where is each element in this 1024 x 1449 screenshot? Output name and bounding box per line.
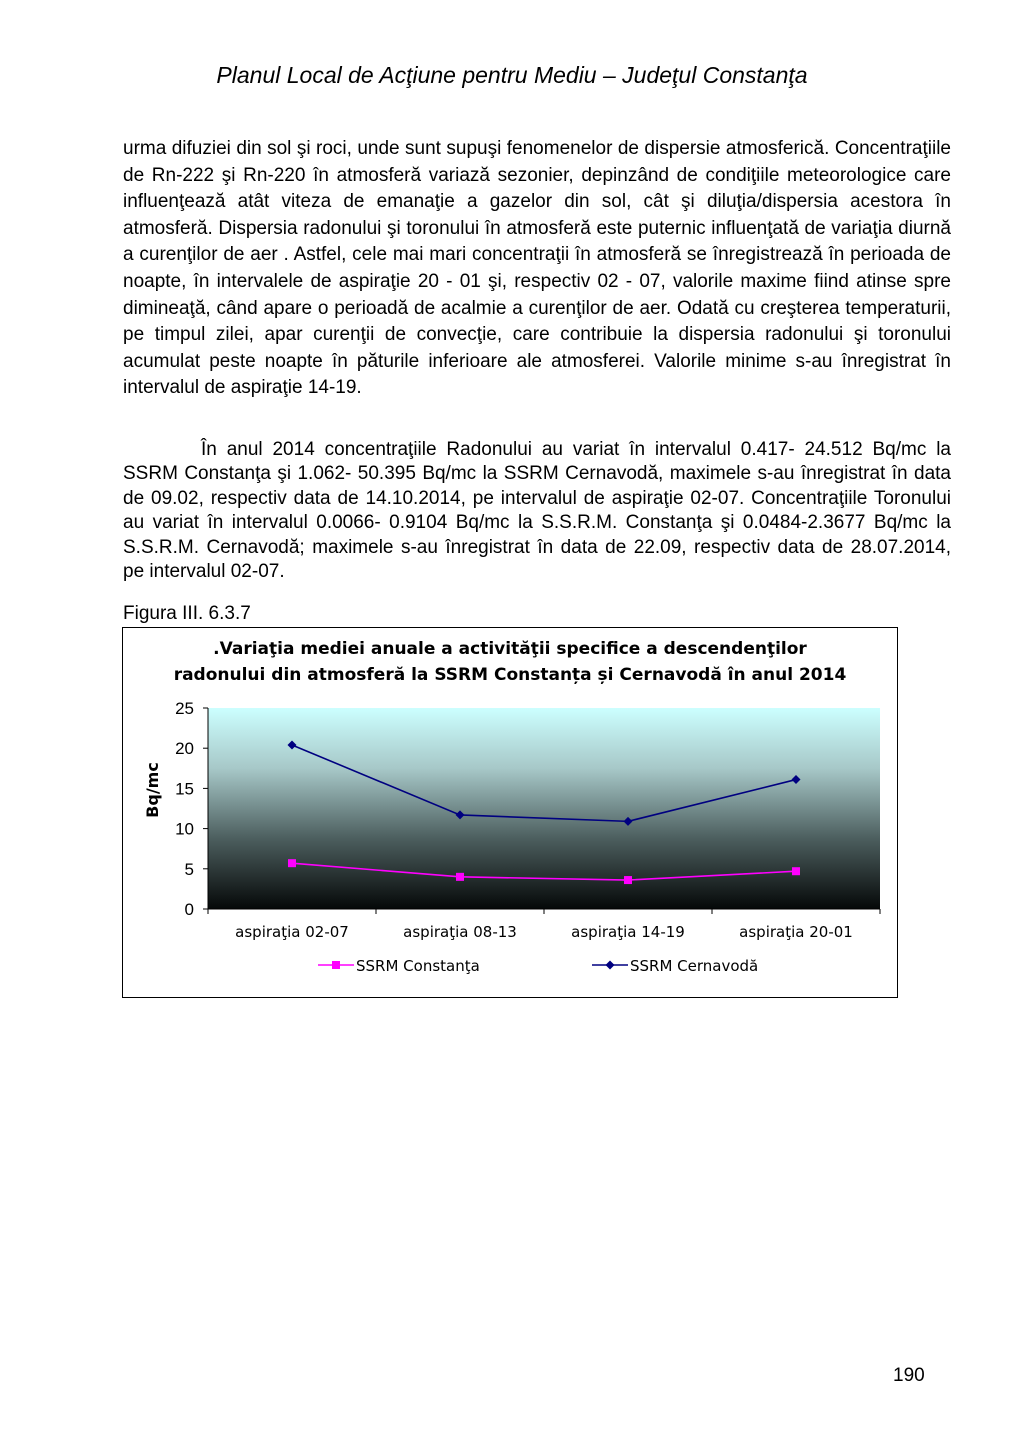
legend-marker xyxy=(332,961,340,969)
y-tick-label: 10 xyxy=(175,819,194,839)
y-tick-label: 15 xyxy=(175,779,194,799)
paragraph-2-text: În anul 2014 concentraţiile Radonului au variat în intervalul 0.417- 24.512 Bq/mc la SSRM Constanţa şi 1.062- 50.395 Bq/mc la SSRM Cernavodă, maximele s-au înregistrat în data de 09.02, respectiv data de 14.10.2014, pe intervalul de aspiraţie 02-07. Concentraţiile Toronului au variat în intervalul 0.0066- 0.9104 Bq/mc la S.S.R.M. Constanţa şi 0.0484-2.3677 Bq/mc la S.S.R.M. Cernavodă; maximele s-au înregistrat în data de 22.09, respectiv data de 28.07.2014, pe intervalul 02-07. xyxy=(123,439,951,583)
figure-caption: Figura III. 6.3.7 xyxy=(123,603,251,624)
data-point xyxy=(288,859,296,867)
legend-label: SSRM Constanţa xyxy=(356,957,480,975)
data-point xyxy=(624,876,632,884)
data-point xyxy=(792,867,800,875)
y-tick-label: 20 xyxy=(175,739,194,759)
y-tick-label: 5 xyxy=(184,859,194,879)
data-point xyxy=(456,873,464,881)
chart-title-line-1: .Variaţia mediei anuale a activităţii specifice a descendenţilor xyxy=(213,639,807,659)
legend-label: SSRM Cernavodă xyxy=(630,957,759,975)
x-tick-label: aspiraţia 08-13 xyxy=(403,923,517,941)
y-axis-label: Bq/mc xyxy=(143,762,162,818)
legend-marker xyxy=(606,961,615,970)
x-tick-label: aspiraţia 14-19 xyxy=(571,923,685,941)
chart-title-line-2: radonului din atmosferă la SSRM Constanța și Cernavodă în anul 2014 xyxy=(173,665,847,685)
x-tick-label: aspiraţia 20-01 xyxy=(739,923,853,941)
x-tick-label: aspiraţia 02-07 xyxy=(235,923,349,941)
page-number: 190 xyxy=(893,1365,925,1386)
paragraph-1-text: urma difuziei din sol şi roci, unde sunt supuşi fenomenelor de dispersie atmosferică. Concentraţiile de Rn-222 şi Rn-220 în atmosferă variază sezonier, depinzând de condiţiile meteorologice care influenţează atât viteza de emanaţie a gazelor din sol, cât şi diluţia/dispersia acestora în atmosferă. Dispersia radonului şi toronului în atmosferă este puternic influenţată de variaţia diurnă a curenţilor de aer . Astfel, cele mai mari concentraţii în atmosferă se înregistrează în perioada de noapte, în intervalele de aspiraţie 20 - 01 şi, respectiv 02 - 07, valorile maxime fiind atinse spre dimineaţă, când apare o perioadă de acalmie a curenţilor de aer. Odată cu creşterea temperaturii, pe timpul zilei, apar curenţii de convecţie, care contribuie la dispersia radonului şi toronului acumulat peste noapte în păturile inferioare ale atmosferei. Valorile minime s-au înregistrat în intervalul de aspiraţie 14-19. xyxy=(123,138,951,399)
y-tick-label: 0 xyxy=(184,900,194,919)
page-header: Planul Local de Acţiune pentru Mediu – Judeţul Constanţa xyxy=(216,62,808,88)
y-tick-label: 25 xyxy=(175,699,194,718)
